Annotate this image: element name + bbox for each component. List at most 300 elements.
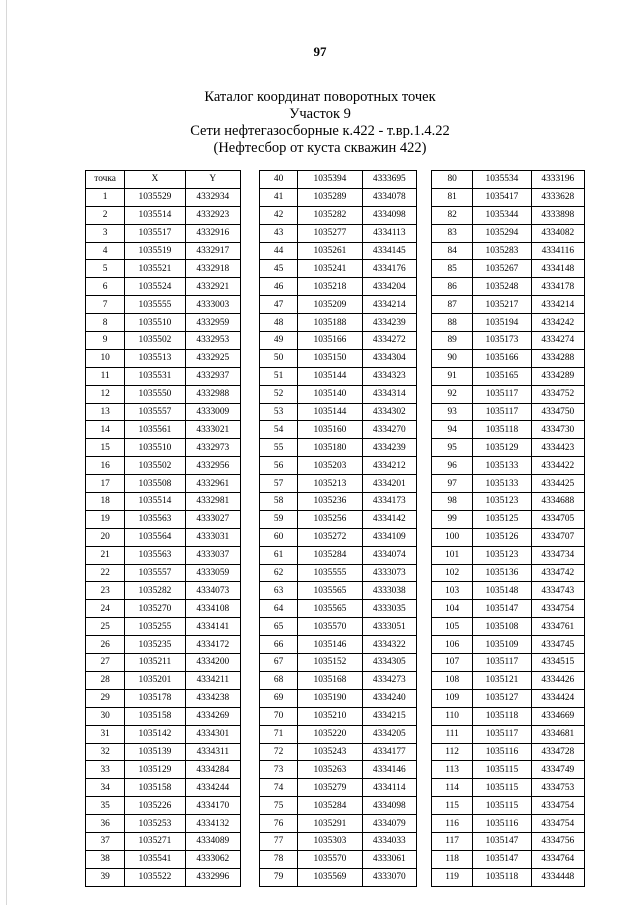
x-coordinate: 1035256 bbox=[298, 510, 362, 528]
x-coordinate: 1035123 bbox=[473, 546, 531, 564]
table-row bbox=[86, 654, 241, 672]
x-coordinate: 1035531 bbox=[125, 367, 185, 385]
point-number: 24 bbox=[86, 600, 125, 618]
point-number: 92 bbox=[432, 385, 473, 403]
y-coordinate: 4332981 bbox=[185, 493, 240, 511]
y-coordinate: 4334688 bbox=[531, 493, 584, 511]
point-number: 76 bbox=[260, 815, 298, 833]
x-coordinate: 1035344 bbox=[473, 206, 531, 224]
point-number: 74 bbox=[260, 779, 298, 797]
y-coordinate: 4333062 bbox=[185, 850, 240, 868]
y-coordinate: 4334289 bbox=[531, 367, 584, 385]
point-number: 60 bbox=[260, 528, 298, 546]
table-row bbox=[432, 528, 585, 546]
point-number: 67 bbox=[260, 654, 298, 672]
point-number: 99 bbox=[432, 510, 473, 528]
x-coordinate: 1035243 bbox=[298, 743, 362, 761]
y-coordinate: 4334205 bbox=[362, 725, 416, 743]
table-row bbox=[86, 761, 241, 779]
point-number: 94 bbox=[432, 421, 473, 439]
table-row bbox=[432, 779, 585, 797]
y-coordinate: 4332916 bbox=[185, 224, 240, 242]
table-row bbox=[432, 278, 585, 296]
point-number: 75 bbox=[260, 797, 298, 815]
y-coordinate: 4332923 bbox=[185, 206, 240, 224]
point-number: 4 bbox=[86, 242, 125, 260]
table-row bbox=[260, 582, 417, 600]
y-coordinate: 4334323 bbox=[362, 367, 416, 385]
x-coordinate: 1035109 bbox=[473, 636, 531, 654]
point-number: 30 bbox=[86, 707, 125, 725]
y-coordinate: 4334764 bbox=[531, 850, 584, 868]
table-row bbox=[86, 618, 241, 636]
x-coordinate: 1035139 bbox=[125, 743, 185, 761]
x-coordinate: 1035133 bbox=[473, 475, 531, 493]
point-number: 117 bbox=[432, 832, 473, 850]
point-number: 46 bbox=[260, 278, 298, 296]
point-number: 111 bbox=[432, 725, 473, 743]
x-coordinate: 1035550 bbox=[125, 385, 185, 403]
coordinate-table-3 bbox=[431, 170, 585, 887]
table-row bbox=[86, 188, 241, 206]
y-coordinate: 4334132 bbox=[185, 815, 240, 833]
y-coordinate: 4334033 bbox=[362, 832, 416, 850]
point-number: 37 bbox=[86, 832, 125, 850]
x-coordinate: 1035126 bbox=[473, 528, 531, 546]
x-coordinate: 1035510 bbox=[125, 439, 185, 457]
x-coordinate: 1035508 bbox=[125, 475, 185, 493]
x-coordinate: 1035284 bbox=[298, 797, 362, 815]
point-number: 28 bbox=[86, 671, 125, 689]
table-row bbox=[86, 582, 241, 600]
x-coordinate: 1035282 bbox=[298, 206, 362, 224]
point-number: 79 bbox=[260, 868, 298, 886]
x-coordinate: 1035272 bbox=[298, 528, 362, 546]
y-coordinate: 4332988 bbox=[185, 385, 240, 403]
x-coordinate: 1035168 bbox=[298, 671, 362, 689]
point-number: 14 bbox=[86, 421, 125, 439]
y-coordinate: 4334215 bbox=[362, 707, 416, 725]
x-coordinate: 1035563 bbox=[125, 510, 185, 528]
table-row bbox=[432, 636, 585, 654]
table-row bbox=[86, 564, 241, 582]
point-number: 102 bbox=[432, 564, 473, 582]
x-coordinate: 1035147 bbox=[473, 850, 531, 868]
y-coordinate: 4334288 bbox=[531, 349, 584, 367]
x-coordinate: 1035253 bbox=[125, 815, 185, 833]
x-coordinate: 1035303 bbox=[298, 832, 362, 850]
y-coordinate: 4334424 bbox=[531, 689, 584, 707]
x-coordinate: 1035217 bbox=[473, 296, 531, 314]
point-number: 55 bbox=[260, 439, 298, 457]
table-row bbox=[260, 171, 417, 189]
y-coordinate: 4334078 bbox=[362, 188, 416, 206]
point-number: 90 bbox=[432, 349, 473, 367]
point-number: 34 bbox=[86, 779, 125, 797]
x-coordinate: 1035165 bbox=[473, 367, 531, 385]
x-coordinate: 1035263 bbox=[298, 761, 362, 779]
point-number: 96 bbox=[432, 457, 473, 475]
x-coordinate: 1035129 bbox=[473, 439, 531, 457]
point-number: 21 bbox=[86, 546, 125, 564]
table-row bbox=[432, 332, 585, 350]
table-row bbox=[86, 457, 241, 475]
x-coordinate: 1035524 bbox=[125, 278, 185, 296]
point-number: 57 bbox=[260, 475, 298, 493]
x-coordinate: 1035136 bbox=[473, 564, 531, 582]
table-row bbox=[432, 743, 585, 761]
y-coordinate: 4334749 bbox=[531, 761, 584, 779]
table-row bbox=[432, 385, 585, 403]
x-coordinate: 1035557 bbox=[125, 564, 185, 582]
y-coordinate: 4334422 bbox=[531, 457, 584, 475]
x-coordinate: 1035277 bbox=[298, 224, 362, 242]
y-coordinate: 4334146 bbox=[362, 761, 416, 779]
x-coordinate: 1035133 bbox=[473, 457, 531, 475]
point-number: 63 bbox=[260, 582, 298, 600]
point-number: 110 bbox=[432, 707, 473, 725]
y-coordinate: 4334177 bbox=[362, 743, 416, 761]
point-number: 20 bbox=[86, 528, 125, 546]
point-number: 9 bbox=[86, 332, 125, 350]
x-coordinate: 1035188 bbox=[298, 314, 362, 332]
table-row bbox=[86, 224, 241, 242]
title-line-network: Сети нефтегазосборные к.422 - т.вр.1.4.22 bbox=[190, 123, 450, 139]
table-row bbox=[260, 636, 417, 654]
table-row bbox=[432, 850, 585, 868]
table-row bbox=[432, 224, 585, 242]
x-coordinate: 1035213 bbox=[298, 475, 362, 493]
x-coordinate: 1035142 bbox=[125, 725, 185, 743]
y-coordinate: 4334108 bbox=[185, 600, 240, 618]
table-row bbox=[86, 278, 241, 296]
table-row bbox=[432, 671, 585, 689]
table-row bbox=[260, 278, 417, 296]
x-coordinate: 1035160 bbox=[298, 421, 362, 439]
table-row bbox=[260, 188, 417, 206]
point-number: 16 bbox=[86, 457, 125, 475]
y-coordinate: 4334681 bbox=[531, 725, 584, 743]
table-row bbox=[260, 761, 417, 779]
table-row bbox=[432, 242, 585, 260]
coordinate-table-1 bbox=[85, 170, 241, 887]
table-row bbox=[86, 510, 241, 528]
y-coordinate: 4334239 bbox=[362, 314, 416, 332]
header-y: Y bbox=[185, 171, 240, 189]
table-row bbox=[260, 797, 417, 815]
point-number: 3 bbox=[86, 224, 125, 242]
x-coordinate: 1035152 bbox=[298, 654, 362, 672]
table-row bbox=[86, 689, 241, 707]
y-coordinate: 4334756 bbox=[531, 832, 584, 850]
y-coordinate: 4334728 bbox=[531, 743, 584, 761]
y-coordinate: 4334238 bbox=[185, 689, 240, 707]
table-row bbox=[260, 671, 417, 689]
point-number: 53 bbox=[260, 403, 298, 421]
point-number: 51 bbox=[260, 367, 298, 385]
point-number: 50 bbox=[260, 349, 298, 367]
x-coordinate: 1035521 bbox=[125, 260, 185, 278]
y-coordinate: 4334214 bbox=[531, 296, 584, 314]
x-coordinate: 1035211 bbox=[125, 654, 185, 672]
y-coordinate: 4334204 bbox=[362, 278, 416, 296]
point-number: 69 bbox=[260, 689, 298, 707]
point-number: 23 bbox=[86, 582, 125, 600]
y-coordinate: 4334240 bbox=[362, 689, 416, 707]
x-coordinate: 1035565 bbox=[298, 582, 362, 600]
x-coordinate: 1035209 bbox=[298, 296, 362, 314]
table-row bbox=[432, 546, 585, 564]
x-coordinate: 1035502 bbox=[125, 332, 185, 350]
x-coordinate: 1035118 bbox=[473, 868, 531, 886]
point-number: 59 bbox=[260, 510, 298, 528]
x-coordinate: 1035210 bbox=[298, 707, 362, 725]
y-coordinate: 4334170 bbox=[185, 797, 240, 815]
x-coordinate: 1035563 bbox=[125, 546, 185, 564]
y-coordinate: 4333628 bbox=[531, 188, 584, 206]
table-row bbox=[260, 260, 417, 278]
x-coordinate: 1035150 bbox=[298, 349, 362, 367]
point-number: 72 bbox=[260, 743, 298, 761]
table-row bbox=[86, 206, 241, 224]
point-number: 86 bbox=[432, 278, 473, 296]
y-coordinate: 4334242 bbox=[531, 314, 584, 332]
x-coordinate: 1035116 bbox=[473, 743, 531, 761]
table-row bbox=[260, 349, 417, 367]
table-row bbox=[86, 493, 241, 511]
x-coordinate: 1035241 bbox=[298, 260, 362, 278]
point-number: 83 bbox=[432, 224, 473, 242]
x-coordinate: 1035123 bbox=[473, 493, 531, 511]
y-coordinate: 4333038 bbox=[362, 582, 416, 600]
x-coordinate: 1035522 bbox=[125, 868, 185, 886]
table-row bbox=[86, 815, 241, 833]
y-coordinate: 4332956 bbox=[185, 457, 240, 475]
table-row bbox=[432, 296, 585, 314]
table-row bbox=[432, 689, 585, 707]
x-coordinate: 1035226 bbox=[125, 797, 185, 815]
table-row bbox=[86, 868, 241, 886]
x-coordinate: 1035127 bbox=[473, 689, 531, 707]
x-coordinate: 1035147 bbox=[473, 600, 531, 618]
point-number: 49 bbox=[260, 332, 298, 350]
y-coordinate: 4332934 bbox=[185, 188, 240, 206]
x-coordinate: 1035108 bbox=[473, 618, 531, 636]
table-row bbox=[432, 618, 585, 636]
point-number: 77 bbox=[260, 832, 298, 850]
table-row bbox=[260, 314, 417, 332]
table-row bbox=[86, 349, 241, 367]
y-coordinate: 4334754 bbox=[531, 600, 584, 618]
point-number: 32 bbox=[86, 743, 125, 761]
y-coordinate: 4334273 bbox=[362, 671, 416, 689]
table-row bbox=[432, 832, 585, 850]
x-coordinate: 1035513 bbox=[125, 349, 185, 367]
table-row bbox=[432, 349, 585, 367]
y-coordinate: 4334752 bbox=[531, 385, 584, 403]
table-row bbox=[86, 546, 241, 564]
table-row bbox=[432, 421, 585, 439]
x-coordinate: 1035565 bbox=[298, 600, 362, 618]
y-coordinate: 4333037 bbox=[185, 546, 240, 564]
table-row bbox=[432, 564, 585, 582]
x-coordinate: 1035270 bbox=[125, 600, 185, 618]
y-coordinate: 4334173 bbox=[362, 493, 416, 511]
point-number: 103 bbox=[432, 582, 473, 600]
point-number: 26 bbox=[86, 636, 125, 654]
point-number: 61 bbox=[260, 546, 298, 564]
y-coordinate: 4334098 bbox=[362, 206, 416, 224]
table-row bbox=[260, 224, 417, 242]
y-coordinate: 4334734 bbox=[531, 546, 584, 564]
y-coordinate: 4334073 bbox=[185, 582, 240, 600]
point-number: 33 bbox=[86, 761, 125, 779]
y-coordinate: 4332937 bbox=[185, 367, 240, 385]
x-coordinate: 1035125 bbox=[473, 510, 531, 528]
point-number: 89 bbox=[432, 332, 473, 350]
point-number: 101 bbox=[432, 546, 473, 564]
point-number: 31 bbox=[86, 725, 125, 743]
y-coordinate: 4334311 bbox=[185, 743, 240, 761]
point-number: 43 bbox=[260, 224, 298, 242]
table-row bbox=[260, 528, 417, 546]
table-row bbox=[86, 636, 241, 654]
point-number: 7 bbox=[86, 296, 125, 314]
point-number: 91 bbox=[432, 367, 473, 385]
table-row bbox=[432, 725, 585, 743]
y-coordinate: 4334082 bbox=[531, 224, 584, 242]
point-number: 41 bbox=[260, 188, 298, 206]
x-coordinate: 1035140 bbox=[298, 385, 362, 403]
x-coordinate: 1035190 bbox=[298, 689, 362, 707]
x-coordinate: 1035279 bbox=[298, 779, 362, 797]
point-number: 64 bbox=[260, 600, 298, 618]
x-coordinate: 1035570 bbox=[298, 618, 362, 636]
table-row bbox=[260, 815, 417, 833]
y-coordinate: 4334145 bbox=[362, 242, 416, 260]
table-row bbox=[260, 707, 417, 725]
x-coordinate: 1035218 bbox=[298, 278, 362, 296]
x-coordinate: 1035115 bbox=[473, 761, 531, 779]
point-number: 17 bbox=[86, 475, 125, 493]
x-coordinate: 1035555 bbox=[298, 564, 362, 582]
point-number: 39 bbox=[86, 868, 125, 886]
x-coordinate: 1035267 bbox=[473, 260, 531, 278]
table-row bbox=[432, 761, 585, 779]
point-number: 95 bbox=[432, 439, 473, 457]
y-coordinate: 4332917 bbox=[185, 242, 240, 260]
x-coordinate: 1035117 bbox=[473, 725, 531, 743]
point-number: 65 bbox=[260, 618, 298, 636]
point-number: 58 bbox=[260, 493, 298, 511]
point-number: 104 bbox=[432, 600, 473, 618]
y-coordinate: 4334212 bbox=[362, 457, 416, 475]
y-coordinate: 4334754 bbox=[531, 797, 584, 815]
x-coordinate: 1035510 bbox=[125, 314, 185, 332]
point-number: 45 bbox=[260, 260, 298, 278]
x-coordinate: 1035158 bbox=[125, 707, 185, 725]
point-number: 44 bbox=[260, 242, 298, 260]
y-coordinate: 4334742 bbox=[531, 564, 584, 582]
x-coordinate: 1035514 bbox=[125, 493, 185, 511]
x-coordinate: 1035158 bbox=[125, 779, 185, 797]
table-row bbox=[86, 725, 241, 743]
x-coordinate: 1035248 bbox=[473, 278, 531, 296]
x-coordinate: 1035173 bbox=[473, 332, 531, 350]
y-coordinate: 4334172 bbox=[185, 636, 240, 654]
y-coordinate: 4334448 bbox=[531, 868, 584, 886]
x-coordinate: 1035147 bbox=[473, 832, 531, 850]
point-number: 97 bbox=[432, 475, 473, 493]
point-number: 52 bbox=[260, 385, 298, 403]
x-coordinate: 1035166 bbox=[298, 332, 362, 350]
y-coordinate: 4333003 bbox=[185, 296, 240, 314]
y-coordinate: 4334113 bbox=[362, 224, 416, 242]
x-coordinate: 1035118 bbox=[473, 707, 531, 725]
table-row bbox=[260, 618, 417, 636]
point-number: 54 bbox=[260, 421, 298, 439]
point-number: 88 bbox=[432, 314, 473, 332]
table-row bbox=[260, 868, 417, 886]
x-coordinate: 1035394 bbox=[298, 171, 362, 189]
y-coordinate: 4334426 bbox=[531, 671, 584, 689]
x-coordinate: 1035291 bbox=[298, 815, 362, 833]
table-row bbox=[260, 546, 417, 564]
x-coordinate: 1035255 bbox=[125, 618, 185, 636]
x-coordinate: 1035555 bbox=[125, 296, 185, 314]
table-row bbox=[86, 475, 241, 493]
table-row bbox=[432, 403, 585, 421]
x-coordinate: 1035534 bbox=[473, 171, 531, 189]
x-coordinate: 1035115 bbox=[473, 797, 531, 815]
point-number: 5 bbox=[86, 260, 125, 278]
x-coordinate: 1035529 bbox=[125, 188, 185, 206]
x-coordinate: 1035117 bbox=[473, 385, 531, 403]
x-coordinate: 1035115 bbox=[473, 779, 531, 797]
y-coordinate: 4333898 bbox=[531, 206, 584, 224]
table-row bbox=[260, 206, 417, 224]
y-coordinate: 4333061 bbox=[362, 850, 416, 868]
y-coordinate: 4334272 bbox=[362, 332, 416, 350]
point-number: 119 bbox=[432, 868, 473, 886]
table-row bbox=[86, 600, 241, 618]
point-number: 85 bbox=[432, 260, 473, 278]
x-coordinate: 1035203 bbox=[298, 457, 362, 475]
y-coordinate: 4334116 bbox=[531, 242, 584, 260]
table-row bbox=[432, 367, 585, 385]
table-row bbox=[260, 385, 417, 403]
point-number: 10 bbox=[86, 349, 125, 367]
y-coordinate: 4334141 bbox=[185, 618, 240, 636]
table-row bbox=[86, 385, 241, 403]
table-row bbox=[260, 403, 417, 421]
x-coordinate: 1035564 bbox=[125, 528, 185, 546]
y-coordinate: 4334270 bbox=[362, 421, 416, 439]
point-number: 25 bbox=[86, 618, 125, 636]
x-coordinate: 1035148 bbox=[473, 582, 531, 600]
x-coordinate: 1035271 bbox=[125, 832, 185, 850]
point-number: 71 bbox=[260, 725, 298, 743]
x-coordinate: 1035194 bbox=[473, 314, 531, 332]
table-row bbox=[432, 815, 585, 833]
table-row bbox=[432, 654, 585, 672]
x-coordinate: 1035117 bbox=[473, 403, 531, 421]
coordinate-tables bbox=[0, 170, 640, 883]
table-row bbox=[432, 206, 585, 224]
x-coordinate: 1035417 bbox=[473, 188, 531, 206]
y-coordinate: 4334669 bbox=[531, 707, 584, 725]
x-coordinate: 1035294 bbox=[473, 224, 531, 242]
